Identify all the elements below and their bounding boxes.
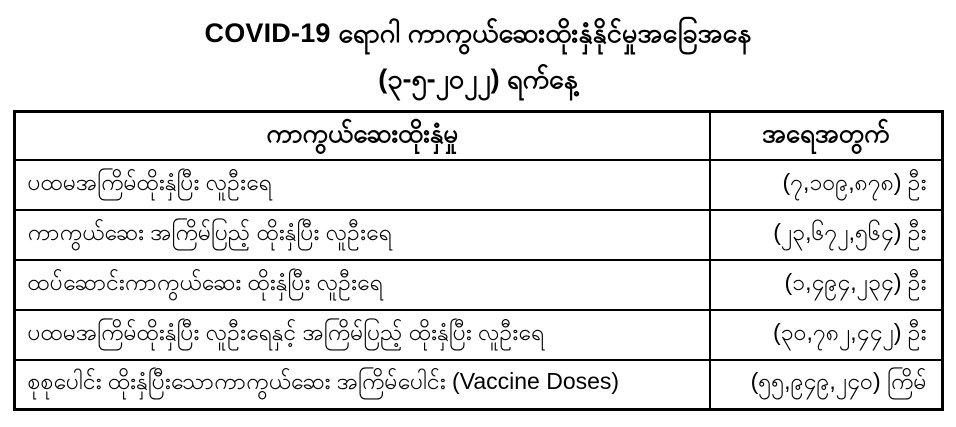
row-label-fully-vaccinated: ကာကွယ်ဆေး အကြိမ်ပြည့် ထိုးနှံပြီး လူဦးရေ [14,210,710,260]
table-row [14,360,942,410]
page-title: COVID-19 ရောဂါ ကာကွယ်ဆေးထိုးနှံနိုင်မှုအခြေအနေ [204,18,752,48]
vaccination-table [13,110,944,411]
column-header-count: အရေအတွက် [710,112,942,160]
row-value-booster-dose: (၁,၄၉၄,၂၃၄) ဦး [710,260,942,310]
table-row [14,310,942,360]
row-label-first-dose: ပထမအကြိမ်ထိုးနှံပြီး လူဦးရေ [14,160,710,210]
report-date: (၃-၅-၂၀၂၂) ရက်နေ့ [378,64,578,94]
row-value-fully-vaccinated: (၂၃,၆၇၂,၅၆၄) ဦး [710,210,942,260]
row-value-first-dose: (၇,၁၀၉,၈၇၈) ဦး [710,160,942,210]
row-value-first-plus-full: (၃၀,၇၈၂,၄၄၂) ဦး [710,310,942,360]
table-row [14,260,942,310]
table-row [14,160,942,210]
column-header-vaccination: ကာကွယ်ဆေးထိုးနှံမှု [14,112,710,160]
row-label-booster-dose: ထပ်ဆောင်းကာကွယ်ဆေး ထိုးနှံပြီး လူဦးရေ [14,260,710,310]
row-label-first-plus-full: ပထမအကြိမ်ထိုးနှံပြီး လူဦးရေနှင့် အကြိမ်ပြည့် ထိုးနှံပြီး လူဦးရေ [14,310,710,360]
table-row [14,210,942,260]
table-header-row [14,112,942,160]
row-value-total-doses: (၅၅,၉၄၉,၂၄၀) ကြိမ် [710,360,942,410]
row-label-total-doses: စုစုပေါင်း ထိုးနှံပြီးသောကာကွယ်ဆေး အကြိမ်ပေါင်း (Vaccine Doses) [14,360,710,410]
